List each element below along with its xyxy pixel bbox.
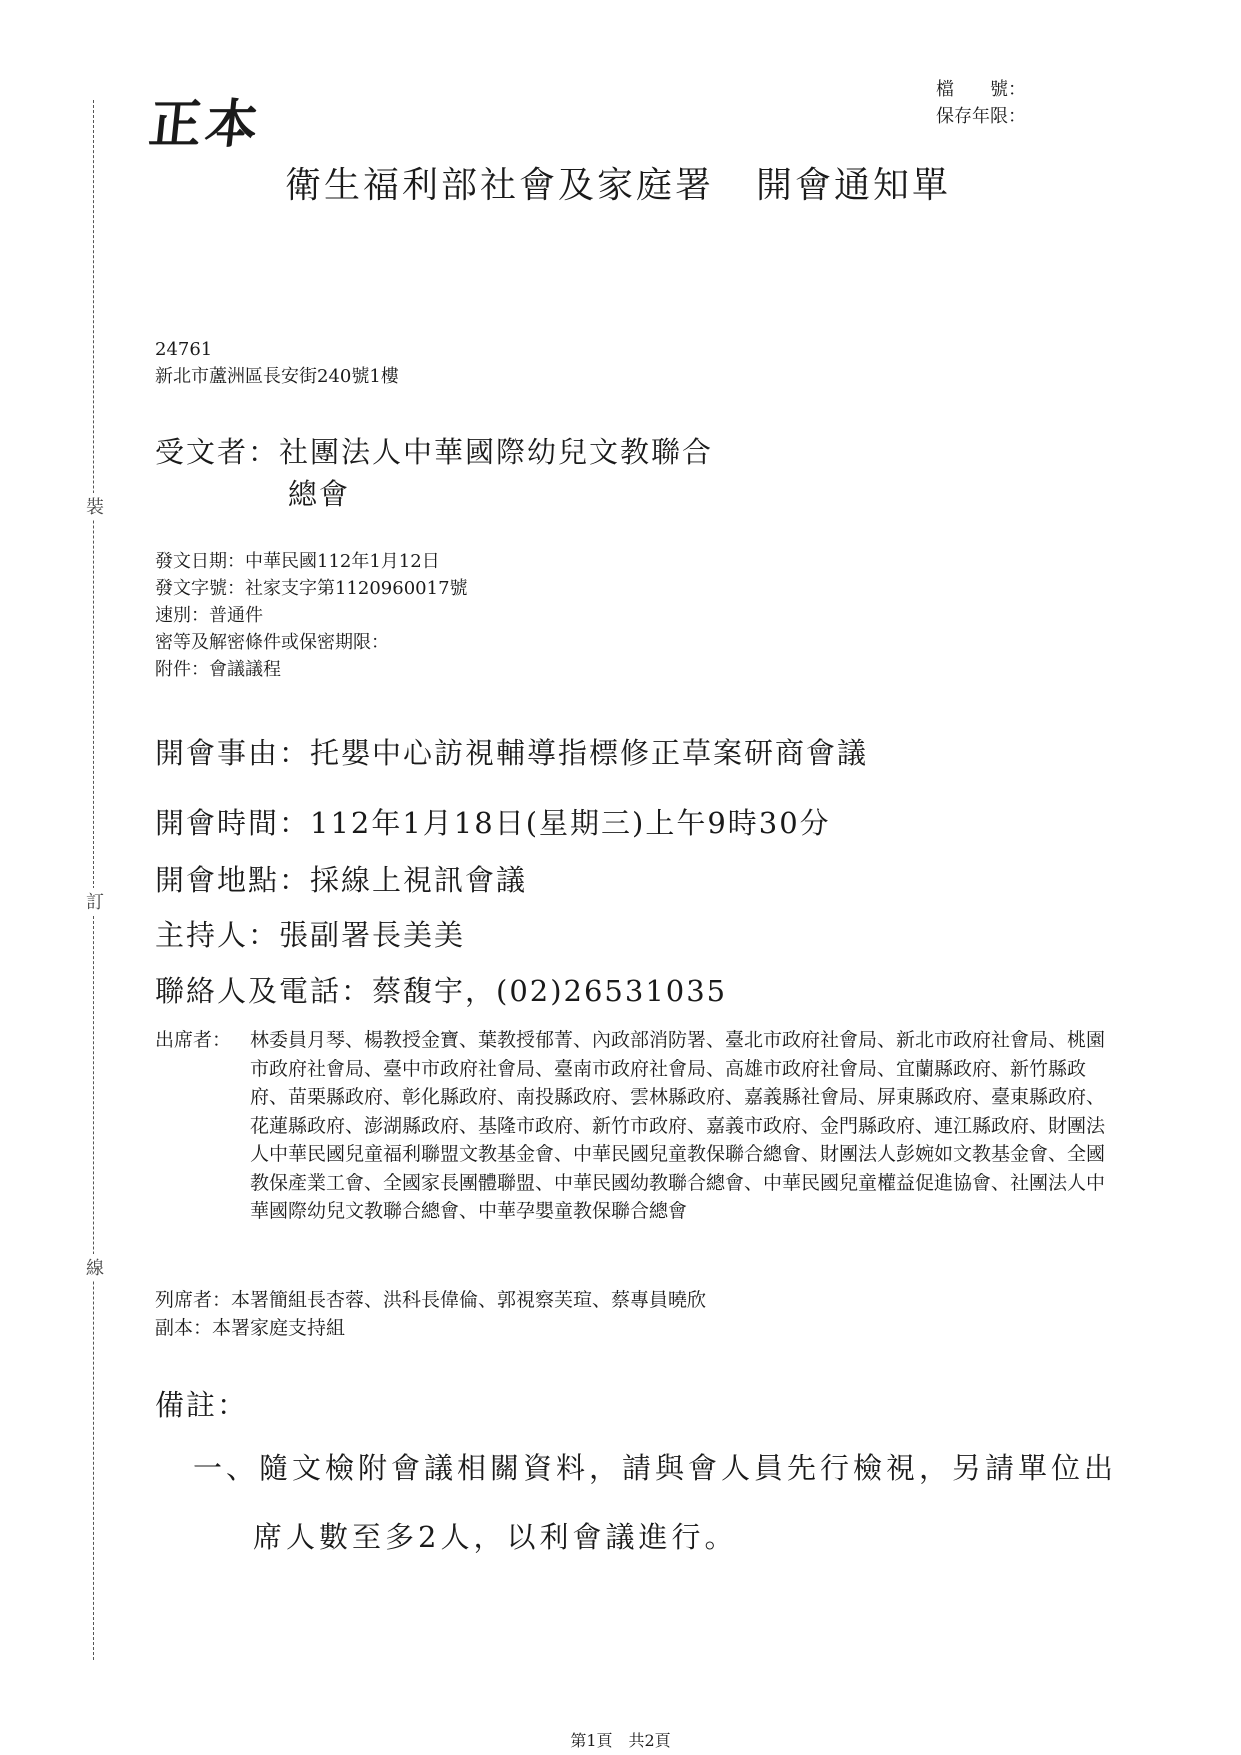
notes-label: 備註： — [155, 1388, 249, 1422]
attachment: 附件：會議議程 — [155, 659, 281, 680]
delivery-speed: 速別：普通件 — [155, 605, 263, 626]
issue-date: 發文日期：中華民國112年1月12日 — [155, 551, 440, 572]
document-type: 開會通知單 — [756, 165, 952, 206]
meeting-subject: 開會事由：托嬰中心訪視輔導指標修正草案研商會議 — [155, 736, 869, 770]
observers: 列席者：本署簡組長杏蓉、洪科長偉倫、郭視察芙瑄、蔡專員曉欣 — [155, 1289, 707, 1311]
recipient-line-1: 受文者：社團法人中華國際幼兒文教聯合 — [155, 435, 714, 469]
secrecy-level: 密等及解密條件或保密期限： — [155, 632, 389, 653]
postal-code: 24761 — [155, 339, 213, 360]
document-number: 發文字號：社家支字第1120960017號 — [155, 578, 468, 599]
recipient-line-2: 總會 — [288, 477, 351, 511]
meeting-host: 主持人：張副署長美美 — [155, 918, 466, 952]
binding-mark-xian: 線 — [86, 1254, 104, 1280]
sender-address — [155, 336, 399, 390]
binding-mark-ding: 訂 — [86, 888, 104, 914]
attendees — [155, 1026, 1105, 1226]
attendees-list: 林委員月琴、楊教授金寶、葉教授郁菁、內政部消防署、臺北市政府社會局、新北市政府社會局、桃園市政府社會局、臺中市政府社會局、臺南市政府社會局、高雄市政府社會局、宜蘭縣政府、新竹縣政府、苗栗縣政府、彰化縣政府、南投縣政府、雲林縣政府、嘉義縣社會局、屏東縣政府、臺東縣政府、花蓮縣政府、澎湖縣政府、基隆市政府、新竹市政府、嘉義市政府、金門縣政府、連江縣政府、財團法人中華民國兒童福利聯盟文教基金會、中華民國兒童教保聯合總會、財團法人彭婉如文教基金會、全國教保產業工會、全國家長團體聯盟、中華民國幼教聯合總會、中華民國兒童權益促進協會、社團法人中華國際幼兒文教聯合總會、中華孕嬰童教保聯合總會 — [250, 1029, 1106, 1222]
meeting-time: 開會時間：112年1月18日(星期三)上午9時30分 — [155, 806, 831, 840]
retention-period-label: 保存年限： — [936, 106, 1026, 127]
file-number-label: 檔 號： — [936, 79, 1026, 100]
note-item-1: 一、隨文檢附會議相關資料，請與會人員先行檢視，另請單位出 — [193, 1451, 1118, 1485]
recipient — [155, 431, 713, 515]
meeting-contact: 聯絡人及電話：蔡馥宇，(02)26531035 — [155, 974, 728, 1008]
street-address: 新北市蘆洲區長安街240號1樓 — [155, 366, 399, 387]
file-info — [936, 76, 1026, 130]
binding-line — [93, 100, 94, 1660]
page-number: 第1頁 共2頁 — [570, 1731, 671, 1750]
attendees-label: 出席者： — [155, 1029, 232, 1051]
original-copy-stamp: 正本 — [146, 94, 265, 155]
agency-name: 衛生福利部社會及家庭署 — [285, 165, 715, 206]
document-meta — [155, 548, 468, 683]
document-title — [285, 157, 951, 208]
binding-mark-zhuang: 裝 — [86, 493, 104, 519]
carbon-copy: 副本：本署家庭支持組 — [155, 1317, 346, 1339]
meeting-location: 開會地點：採線上視訊會議 — [155, 863, 528, 897]
note-item-1-continued: 席人數至多2人，以利會議進行。 — [253, 1520, 738, 1554]
